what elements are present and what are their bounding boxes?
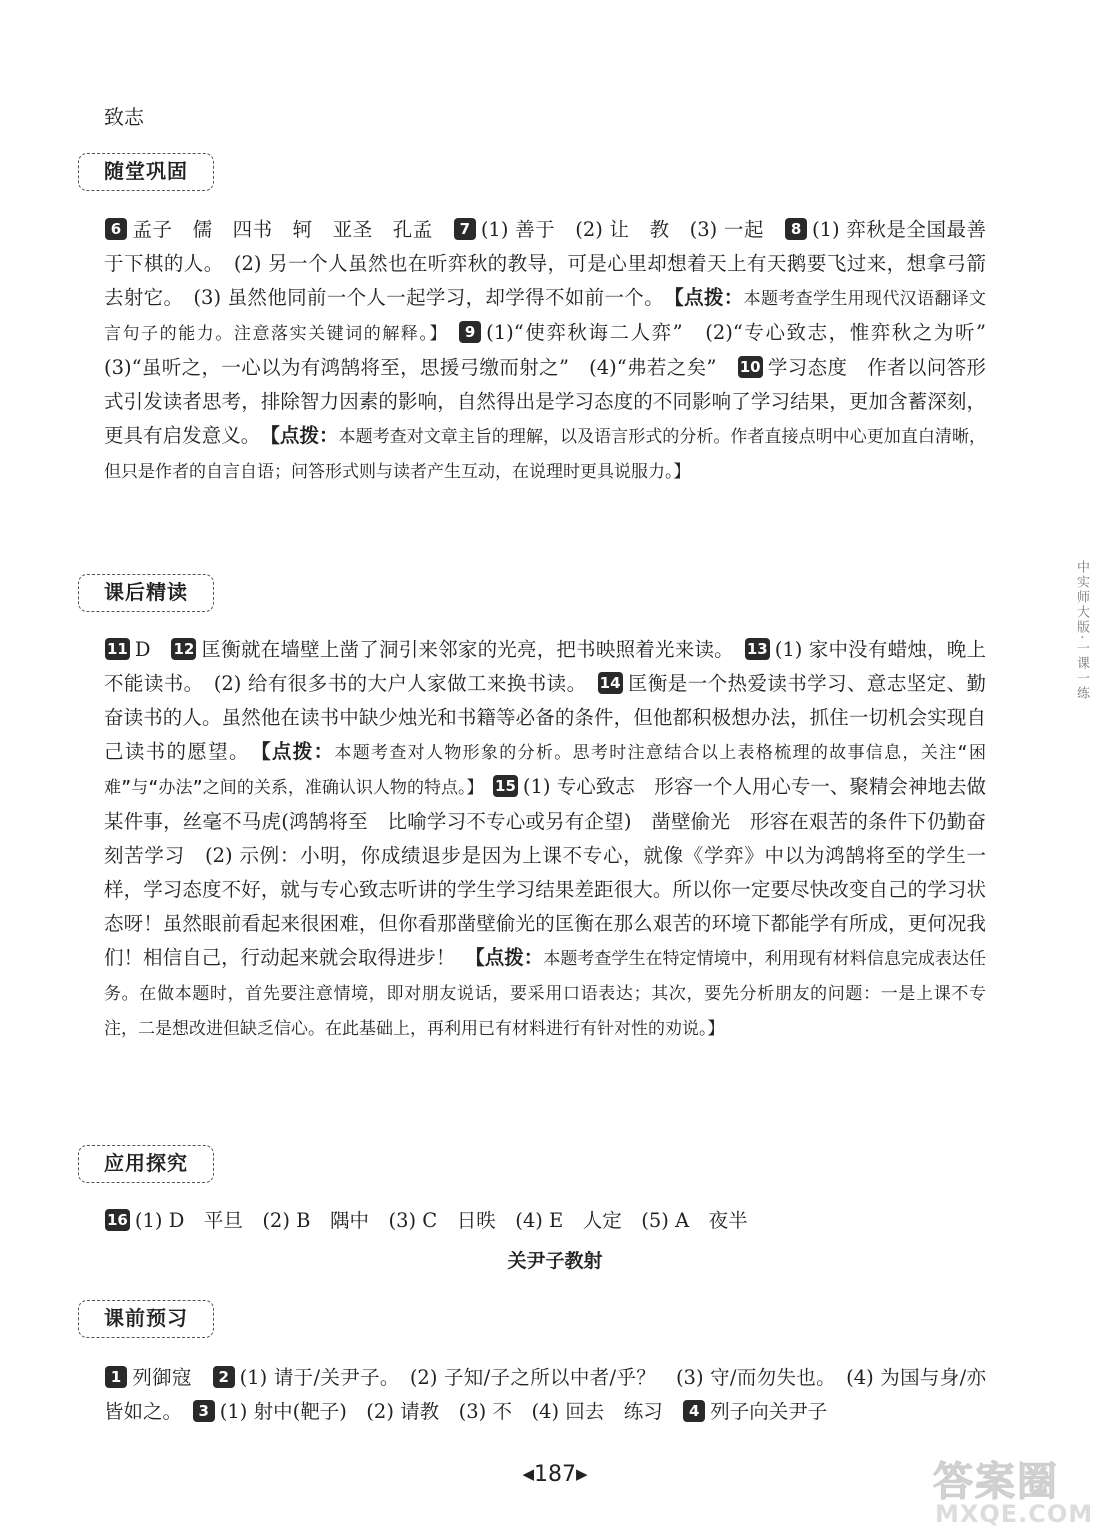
answer-text: 匡衡就在墙壁上凿了洞引来邻家的光亮，把书映照着光来读。 (201, 638, 744, 661)
answer-text: 孟子 儒 四书 轲 亚圣 孔孟 (132, 218, 453, 241)
section-tag-in-class: 随堂巩固 (78, 153, 214, 191)
answer-text: 列子向关尹子 (710, 1400, 828, 1423)
top-word: 致志 (104, 105, 144, 129)
question-number: 2 (213, 1366, 235, 1388)
answer-text: (1) D 平旦 (2) B 隅中 (3) C 日昳 (4) E 人定 (5) A 夜半 (134, 1209, 748, 1232)
watermark-logo (925, 1450, 1097, 1530)
question-number: 10 (739, 358, 761, 376)
tip-text: 本题考查对人物形象的分析。思考时注意结合以上表格梳理的故事信息，关注“困难”与“办法”之间的关系，准确认识人物的特点。】 (104, 743, 986, 798)
question-number: 1 (105, 1366, 127, 1388)
question-number: 14 (599, 674, 621, 692)
answers-in-class (104, 213, 1006, 489)
question-number: 7 (454, 218, 476, 240)
tip-text: 本题考查对文章主旨的理解，以及语言形式的分析。作者直接点明中心更加直白清晰，但只是作者的自言自语；问答形式则与读者产生互动，在说理时更具说服力。】 (104, 427, 986, 482)
question-number: 12 (173, 640, 195, 658)
right-arrow-icon: ▶ (576, 1465, 588, 1483)
question-number: 11 (107, 640, 128, 658)
tip-label: 【点拨： (260, 740, 335, 763)
tip-text: 本题考查学生用现代汉语翻译文言句子的能力。注意落实关键词的解释。】 (104, 289, 986, 344)
tip-label: 【点拨： (674, 286, 744, 309)
answer-text: (1) 家中没有蜡烛，晚上不能读书。 (2) 给有很多书的大户人家做工来换书读。 (104, 638, 986, 695)
question-number: 15 (495, 777, 516, 795)
tip-label: 【点拨： (474, 946, 544, 969)
question-number: 9 (459, 321, 481, 343)
question-number: 16 (107, 1211, 128, 1229)
section-tag-after-class: 课后精读 (78, 574, 214, 612)
left-arrow-icon: ◀ (522, 1465, 534, 1483)
question-number: 13 (746, 640, 768, 658)
tip-label: 【点拨： (270, 424, 339, 447)
answer-text: (1)“使弈秋诲二人弈” (2)“专心致志，惟弈秋之为听” (3)“虽听之，一心以为有鸿鹄将至，思援弓缴而射之” (4)“弗若之矣” (104, 321, 1006, 379)
answer-text: 匡衡是一个热爱读书学习、意志坚定、勤奋读书的人。虽然他在读书中缺少烛光和书籍等必备的条件，但他都积极想办法，抓住一切机会实现自己读书的愿望。 (104, 672, 986, 763)
watermark-line1: 答案圈 (933, 1459, 1059, 1505)
question-number: 3 (193, 1400, 215, 1422)
answer-text: (1) 专心致志 形容一个人用心专一、聚精会神地去做某件事，丝毫不马虎(鸿鹄将至 比喻学习不专心或另有企望) 凿壁偷光 形容在艰苦的条件下仍勤奋刻苦学习 (2) 示例：小明，你成绩退步是因为上课不专心，就像《学弈》中以为鸿鹄将至的学生一样，学习态度不好，就与专心致志听讲的学生学习结果差距很大。所以你一定要尽快改变自己的学习状态呀！虽然眼前看起来很困难，但你看那凿壁偷光的匡衡在那么艰苦的环境下都能学有所成，更何况我们！相信自己，行动起来就会取得进步！ (104, 775, 986, 969)
section-tag-application: 应用探究 (78, 1145, 214, 1183)
answer-text: (1) 弈秋是全国最善于下棋的人。 (2) 另一个人虽然也在听弈秋的教导，可是心里却想着天上有天鹅要飞过来，想拿弓箭去射它。 (3) 虽然他同前一个人一起学习，却学得不如前一个。 (104, 218, 986, 309)
watermark-line2: MXQE.COM (935, 1500, 1094, 1528)
page-number-text: 187 (534, 1462, 576, 1487)
lesson-title: 关尹子教射 (507, 1250, 603, 1272)
question-number: 4 (683, 1400, 705, 1422)
answers-preview (104, 1361, 986, 1429)
answer-text: (1) 射中(靶子) (2) 请教 (3) 不 (4) 回去 练习 (219, 1400, 683, 1423)
answers-after-class (104, 633, 986, 1046)
answer-text: D (134, 638, 171, 661)
question-number: 6 (105, 218, 127, 240)
answers-application (104, 1204, 986, 1238)
side-series-label: 中实师大版·一课一练 (1074, 560, 1089, 702)
question-number: 8 (785, 218, 807, 240)
tip-text: 本题考查学生在特定情境中，利用现有材料信息完成表达任务。在做本题时，首先要注意情境，即对朋友说话，要采用口语表达；其次，要先分析朋友的问题：一是上课不专注，二是想改进但缺乏信心。在此基础上，再利用已有材料进行有针对性的劝说。】 (104, 949, 986, 1039)
answer-text: (1) 善于 (2) 让 教 (3) 一起 (480, 218, 785, 241)
answer-text: 学习态度 作者以问答形式引发读者思考，排除智力因素的影响，自然得出是学习态度的不同影响了学习结果，更加含蓄深刻，更具有启发意义。 (104, 356, 986, 447)
answer-text: (1) 请于/关尹子。 (2) 子知/子之所以中者/乎？ (3) 守/而勿失也。 (4) 为国与身/亦皆如之。 (104, 1366, 986, 1423)
section-tag-preview: 课前预习 (78, 1300, 214, 1338)
answer-text: 列御寇 (132, 1366, 212, 1389)
